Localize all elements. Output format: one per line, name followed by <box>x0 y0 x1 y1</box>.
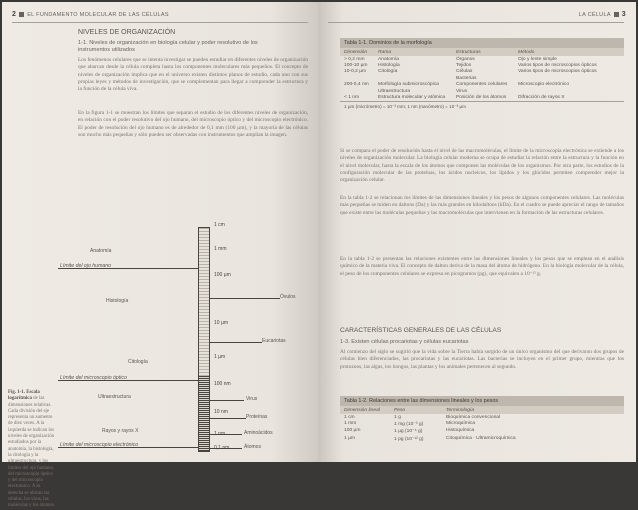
table-cell: Órganos <box>456 56 475 62</box>
scale-tick-label: 10 nm <box>214 409 228 415</box>
table-cell: 1 pg (10⁻¹² g) <box>394 436 424 442</box>
table-1-1 <box>340 38 624 112</box>
table-header-cell: Estructuras <box>456 49 481 55</box>
object-line <box>210 298 280 299</box>
object-label: Átomos <box>244 444 261 450</box>
scale-tick-label: 100 µm <box>214 272 231 278</box>
level-label: Ultraestructura <box>98 394 131 400</box>
table-cell: Histoquímica <box>446 428 475 434</box>
table-1-2 <box>340 396 624 443</box>
table-row <box>340 75 624 81</box>
table-cell: Ultraestructura <box>378 88 411 94</box>
table-cell <box>378 76 456 81</box>
logarithmic-scale-bar <box>198 227 210 452</box>
object-label: Aminoácidos <box>244 430 273 436</box>
section-heading: NIVELES DE ORGANIZACIÓN <box>78 29 176 36</box>
scale-tick-label: 10 µm <box>214 320 228 326</box>
table-cell: 200-0,4 nm <box>344 82 369 88</box>
table-cell: Citoquímica · Ultramicroquímica <box>446 435 516 441</box>
table-header-cell: Dimensión <box>344 49 368 55</box>
level-label: Anatomía <box>90 248 112 254</box>
caption-text: de las dimensiones relativas. Cada división del eje representa un aumento de diez veces. A la izquierda se indican los niveles de organización estudiados por la anatomía, la histología, la citología y la ultraestructura, y los límites del ojo humano, del microscopio óptico y del microscopio electrónico. A la derecha se ubican las células, los virus, las moléculas y los átomos. <box>8 396 55 509</box>
right-paragraph-3: En la tabla 1-2 se presentan las relaciones existentes entre las dimensiones lineales y los pesos que se emplean en el análisis químico de la materia viva. El concepto de dalton deriva de la masa del átomo de hidrógeno. En la biología molecular de la célula, el peso de los componentes celulares se expresa en picogramos (pg), que equivalen a 10⁻¹² g. <box>340 256 624 277</box>
table-row <box>340 56 624 62</box>
table-cell: 1 mm <box>344 421 357 427</box>
header-square-icon <box>614 12 619 17</box>
table-cell: Difracción de rayos X <box>518 94 565 100</box>
table-cell <box>518 76 598 81</box>
caption-label: Fig. 1-1. <box>8 390 25 395</box>
table-header-cell: Terminología <box>446 407 475 413</box>
table-cell: Tejidos <box>456 63 472 69</box>
table-header-cell: Dimensión lineal <box>344 407 380 413</box>
table-cell: 1 mg (10⁻³ g) <box>394 422 424 428</box>
header-rule <box>12 22 308 23</box>
level-label: Citología <box>128 359 148 365</box>
table-row <box>340 420 624 427</box>
object-label: Eucariotas <box>262 338 286 344</box>
table-cell: Histología <box>378 63 400 69</box>
table-cell: Estructura molecular y atómica <box>378 94 446 100</box>
table-cell: Componentes celulares <box>456 82 508 88</box>
object-label: Óvulos <box>280 294 296 300</box>
left-paragraph-1: Los fenómenos celulares que se intenta investigar se pueden estudiar en diferentes niveles de organización que abarcan desde la célula completa hasta los componentes moleculares más pequeños. El concepto de niveles de organización implica que en el universo existen distintos planos de estudio, cada uno con sus propias leyes y métodos de investigación, que se complementan para llegar a comprender la estructura y la función de la célula viva. <box>78 57 308 93</box>
table-row <box>340 428 624 435</box>
table-cell: 100 µm <box>344 428 361 434</box>
scale-tick-label: 1 cm <box>214 222 225 228</box>
table-row <box>340 62 624 68</box>
left-page-number: 2 <box>12 11 17 18</box>
section-heading: CARACTERÍSTICAS GENERALES DE LAS CÉLULAS <box>340 327 502 334</box>
level-label: Límite del microscopio electrónico <box>60 442 139 448</box>
table-cell: Bacterias <box>456 75 477 81</box>
table-cell: > 0,2 mm <box>344 56 365 62</box>
level-label: Rayos y rayos X <box>102 428 139 434</box>
table-cell: Citología <box>378 69 398 75</box>
object-line <box>210 400 244 401</box>
table-header-cell: Rama <box>378 49 392 55</box>
figure-caption <box>8 390 56 509</box>
right-paragraph-2: En la tabla 1-2 se relacionan los límites de las dimensiones lineales y los pesos de algunos componentes celulares. Las moléculas más pequeñas se miden en daltons (Da) y las más grandes en kilodaltons (kDa). En el cuadro se puede apreciar el rango de tamaños que existe entre las moléculas pequeñas y las macromoléculas que intervienen en la formación de las estructuras celulares. <box>340 195 624 216</box>
subsection-heading: 1-3. Existen células procariotas y células eucariotas <box>340 339 469 345</box>
level-label: Límite del ojo humano <box>60 263 112 269</box>
right-running-title: LA CÉLULA <box>578 12 611 18</box>
right-page-number: 3 <box>621 11 626 18</box>
table-row <box>340 88 624 94</box>
table-cell: 100-10 µm <box>344 63 368 69</box>
object-line <box>210 448 242 449</box>
table-cell: Varios tipos de microscopios ópticos <box>518 69 597 75</box>
table-row <box>340 435 624 442</box>
table-cell <box>344 89 378 94</box>
table-cell: 1 g <box>394 414 401 420</box>
object-line <box>210 418 246 419</box>
table-cell: Microquímica <box>446 421 476 427</box>
table-caption: Tabla 1-1. Dominios de la morfología <box>340 38 624 48</box>
caption-title: Escala logarítmica <box>8 390 40 402</box>
subsection-heading: 1-1. Niveles de organización en biología celular y poder resolutivo de los instrumentos utilizados <box>78 40 258 53</box>
left-page <box>2 2 318 509</box>
table-cell: 1 µg (10⁻⁶ g) <box>394 429 423 435</box>
object-line <box>210 342 262 343</box>
table-cell: Anatomía <box>378 56 399 62</box>
scale-tick-label: 100 nm <box>214 381 231 387</box>
table-cell: Bioquímica convencional <box>446 414 501 420</box>
right-running-header <box>579 11 626 18</box>
table-row <box>340 94 624 100</box>
right-paragraph-1: Si se compara el poder de resolución hasta el nivel de las macromoléculas, el límite de la microscopía electrónica se extiende a los niveles de organización molecular. La biología celular moderna se ocupa de estudiar la relación entre la estructura y la función en el nivel molecular, hasta la escala de los átomos que componen las moléculas de los organismos. Por otra parte, los estudios de la configuración molecular de las proteínas, los ácidos nucleicos, los lípidos y los glúcidos permiten comprender mejor la organización celular. <box>340 148 624 184</box>
object-label: Proteínas <box>246 414 268 420</box>
header-square-icon <box>19 12 24 17</box>
table-caption: Tabla 1-2. Relaciones entre las dimensiones lineales y los pesos <box>340 396 624 406</box>
table-cell: Posición de los átomos <box>456 94 507 100</box>
scale-dense-segment <box>199 376 209 451</box>
table-row <box>340 82 624 88</box>
table-cell <box>344 76 378 81</box>
table-header-cell: Peso <box>394 407 406 413</box>
table-header-row <box>340 48 624 56</box>
book-spread <box>2 2 636 509</box>
table-cell: Morfología submicroscópica <box>378 82 439 88</box>
table-cell: 1 µm <box>344 435 355 441</box>
object-line <box>210 434 242 435</box>
table-cell: Ojo y lente simple <box>518 56 557 62</box>
table-row <box>340 69 624 75</box>
table-cell: Varios tipos de microscopios ópticos <box>518 63 597 69</box>
scale-tick-label: 1 µm <box>214 354 226 360</box>
level-label: Histología <box>106 298 129 304</box>
left-running-header <box>12 11 169 18</box>
table-cell: Virus <box>456 88 468 94</box>
table-cell: Células <box>456 69 473 75</box>
table-cell: < 1 nm <box>344 94 360 100</box>
table-cell: 10-0,2 µm <box>344 69 367 75</box>
left-paragraph-2: En la figura 1-1 se muestran los límites que separan el estudio de los diferentes niveles de organización, en relación con el poder resolutivo del ojo humano, del microscopio óptico y del microscopio electrónico. El poder de resolución del ojo humano es de alrededor de 0,1 mm (100 µm), y la mayoría de las células son mucho más pequeñas y sólo pueden ser observadas con instrumentos que amplían la imagen. <box>78 110 308 138</box>
table-cell: 1 cm <box>344 414 355 420</box>
table-cell: Microscopio electrónico <box>518 82 570 88</box>
table-footnote: 1 µm (micrómetro) = 10⁻³ mm; 1 nm (nanómetro) = 10⁻³ µm <box>340 101 624 112</box>
right-page <box>318 2 636 462</box>
right-paragraph-4: Al comienzo del siglo se sugirió que la vida sobre la Tierra había surgido de un único organismo del que derivaron dos grupos de células bien diferenciados, las procariotas y las eucariotas. Las bacterias se incluyen en el primer grupo, mientras que los protozoos, las algas, los hongos, las plantas y los animales pertenecen al segundo. <box>340 349 624 370</box>
table-header-cell: Método <box>518 49 535 55</box>
scale-tick-label: 1 mm <box>214 246 227 252</box>
level-label: Límite del microscopio óptico <box>60 375 127 381</box>
header-rule <box>328 22 624 23</box>
left-running-title: EL FUNDAMENTO MOLECULAR DE LAS CÉLULAS <box>27 12 169 18</box>
object-label: Virus <box>246 396 258 402</box>
table-cell <box>518 89 598 94</box>
table-header-row <box>340 406 624 414</box>
